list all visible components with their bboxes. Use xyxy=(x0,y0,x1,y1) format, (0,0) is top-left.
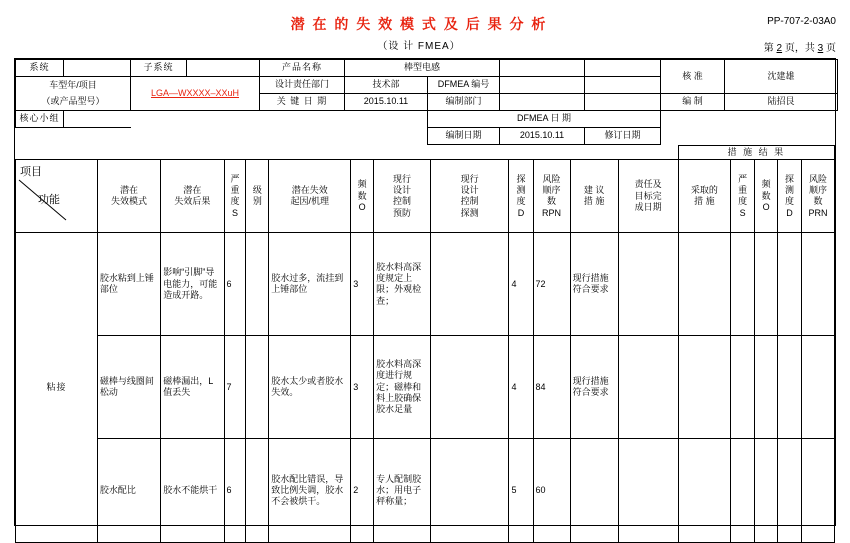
field-revise-date-label: 修订日期 xyxy=(585,128,661,145)
col-head-potential-mode xyxy=(97,160,160,233)
field-system-label: 系统 xyxy=(16,60,64,77)
cell-rpn[interactable]: 72 xyxy=(533,233,570,336)
field-design-dept-value[interactable]: 技术部 xyxy=(345,77,428,94)
col-head-recommend xyxy=(570,160,618,233)
field-subsystem-label: 子系统 xyxy=(131,60,187,77)
cell-rpn-2[interactable] xyxy=(802,336,835,439)
col-head-taken-action-l1: 采取的 xyxy=(690,185,718,195)
document-code: PP-707-2-03A0 xyxy=(767,16,836,27)
col-head-occurrence2-c1: 频 xyxy=(761,179,771,190)
col-head-detection-c4: D xyxy=(517,207,525,218)
cell-taken-action[interactable] xyxy=(678,233,730,336)
col-head-cause-l1: 潜在失效 xyxy=(291,185,328,195)
cell-rpn-2[interactable] xyxy=(802,233,835,336)
cell-prevention[interactable]: 胶水料高深度规定上限；外观检查； xyxy=(374,233,431,336)
col-head-occurrence xyxy=(351,160,374,233)
cell-detection-2[interactable] xyxy=(778,336,802,439)
group-head-spacer-8 xyxy=(374,146,431,160)
field-system-value[interactable] xyxy=(64,60,131,77)
cell-severity[interactable]: 7 xyxy=(224,336,246,439)
field-editor-value[interactable]: 陆招艮 xyxy=(725,94,838,111)
cell-occurrence-2[interactable] xyxy=(755,233,778,336)
col-head-detection-c3: 度 xyxy=(516,196,526,207)
cell-detection[interactable]: 4 xyxy=(509,336,533,439)
cell-detection[interactable]: 4 xyxy=(509,233,533,336)
field-design-dept-label: 设计责任部门 xyxy=(260,77,345,94)
group-head-spacer-1 xyxy=(16,146,98,160)
col-head-rpn2-l1: 风险 xyxy=(809,173,828,184)
col-head-prevention-l4: 预防 xyxy=(392,207,411,218)
header-bottom-blank xyxy=(16,128,428,145)
col-head-recommend-l2: 措 施 xyxy=(583,196,605,207)
cell-item-function[interactable]: 粘接 xyxy=(16,233,98,543)
field-product-name-value[interactable]: 棒型电感 xyxy=(345,60,500,77)
group-head-spacer-12 xyxy=(570,146,618,160)
col-head-rpn-2 xyxy=(802,160,835,233)
cell-effect[interactable]: 胶水不能烘干 xyxy=(161,439,224,543)
col-head-severity-c2: 重 xyxy=(230,185,240,195)
col-head-detection-c1: 探 xyxy=(516,173,526,184)
col-head-severity-c4: S xyxy=(231,207,238,218)
field-dfmea-no-label: DFMEA 编号 xyxy=(428,77,500,94)
group-head-spacer-3 xyxy=(161,146,224,160)
col-head-responsible-l1: 责任及 xyxy=(634,179,662,190)
cell-cause[interactable]: 胶水过多，流挂到上锤部位 xyxy=(269,233,351,336)
cell-rpn[interactable]: 60 xyxy=(533,439,570,543)
col-head-severity2-c4: S xyxy=(739,207,746,218)
cell-class[interactable] xyxy=(246,336,269,439)
field-key-date-value[interactable]: 2015.10.11 xyxy=(345,94,428,111)
col-head-responsible-l2: 目标完 xyxy=(634,190,662,201)
col-head-occurrence-c1: 频 xyxy=(357,179,367,190)
cell-mode[interactable]: 胶水粘到上锤部位 xyxy=(97,233,160,336)
col-head-prevention-l3: 控制 xyxy=(392,196,411,207)
page-pre: 第 xyxy=(763,43,774,54)
col-head-detection-ctrl-l2: 设计 xyxy=(460,185,479,195)
group-head-spacer-4 xyxy=(224,146,246,160)
cell-detection-ctrl[interactable] xyxy=(430,233,509,336)
col-head-detection-ctrl xyxy=(430,160,509,233)
col-head-cause-l2: 起因/机理 xyxy=(290,196,329,207)
core-team-blank-area xyxy=(131,111,428,128)
header-blank-2 xyxy=(585,60,661,77)
col-head-occurrence-c2: 数 xyxy=(357,190,367,201)
page-title: 潜 在 的 失 效 模 式 及 后 果 分 析 xyxy=(290,16,548,32)
cell-class[interactable] xyxy=(246,439,269,543)
cell-effect[interactable]: 磁棒漏出，L值丢失 xyxy=(161,336,224,439)
header-blank-1 xyxy=(500,60,585,77)
col-head-severity xyxy=(224,160,246,233)
header-table xyxy=(15,59,838,145)
col-head-responsible-l3: 成日期 xyxy=(634,201,662,212)
col-head-detection2-c4: D xyxy=(786,207,793,218)
revise-date-spacer xyxy=(661,128,725,145)
col-head-responsible xyxy=(618,160,678,233)
page-number-label xyxy=(764,39,836,54)
col-head-severity2-c1: 严 xyxy=(738,173,748,184)
col-head-class-c2: 别 xyxy=(252,196,262,207)
col-head-prevention xyxy=(374,160,431,233)
col-head-potential-effect xyxy=(161,160,224,233)
field-compile-date-value[interactable]: 2015.10.11 xyxy=(500,128,585,145)
cell-severity-2[interactable] xyxy=(731,233,755,336)
group-head-results: 结 果 xyxy=(758,147,786,157)
dfmea-date-spacer-2 xyxy=(725,111,838,128)
field-edit-dept-value[interactable] xyxy=(500,94,585,111)
field-core-team-value[interactable] xyxy=(64,111,131,128)
field-model-label-2: （或产品型号） xyxy=(16,94,131,111)
col-head-item: 项目 xyxy=(20,166,42,179)
col-head-recommend-l1: 建 议 xyxy=(583,185,605,195)
col-head-severity-2 xyxy=(731,160,755,233)
page-current: 2 xyxy=(776,43,783,54)
cell-class[interactable] xyxy=(246,233,269,336)
field-approve-value[interactable]: 沈建雄 xyxy=(725,60,838,94)
col-head-potential-mode-l1: 潜在 xyxy=(120,185,139,195)
col-head-detection-2 xyxy=(778,160,802,233)
cell-severity-2[interactable] xyxy=(731,439,755,543)
group-head-spacer-9 xyxy=(430,146,509,160)
col-head-occurrence2-c3: O xyxy=(762,201,770,212)
field-model-label: 车型年/项目 xyxy=(16,77,131,94)
col-head-severity2-c3: 度 xyxy=(738,196,748,207)
col-head-cause xyxy=(269,160,351,233)
col-head-rpn xyxy=(533,160,570,233)
cell-responsible[interactable] xyxy=(618,439,678,543)
col-head-taken-action xyxy=(678,160,730,233)
col-head-detection xyxy=(509,160,533,233)
cell-occurrence[interactable]: 2 xyxy=(351,439,374,543)
cell-cause[interactable]: 胶水太少或者胶水失效。 xyxy=(269,336,351,439)
cell-recommend[interactable]: 现行措施符合要求 xyxy=(570,336,618,439)
col-head-rpn2-l3: 数 xyxy=(813,196,823,207)
field-edit-dept-label: 编制部门 xyxy=(428,94,500,111)
col-head-rpn-l1: 风险 xyxy=(542,173,561,184)
cell-taken-action[interactable] xyxy=(678,439,730,543)
cell-mode[interactable]: 磁棒与线圈间松动 xyxy=(97,336,160,439)
header-blank-4 xyxy=(585,94,661,111)
col-head-rpn2-l2: 顺序 xyxy=(809,185,828,195)
cell-cause[interactable]: 胶水配比错误，导致比例失调，胶水不会被烘干。 xyxy=(269,439,351,543)
cell-severity[interactable]: 6 xyxy=(224,439,246,543)
field-editor-label: 编 制 xyxy=(661,94,725,111)
cell-detection-ctrl[interactable] xyxy=(430,336,509,439)
col-head-detection2-c1: 探 xyxy=(785,173,795,184)
field-compile-date-label: 编制日期 xyxy=(428,128,500,145)
group-head-spacer-11 xyxy=(533,146,570,160)
field-subsystem-value[interactable] xyxy=(187,60,260,77)
cell-rpn-2[interactable] xyxy=(802,439,835,543)
field-approve-label: 核 准 xyxy=(661,60,725,94)
page-total: 3 xyxy=(817,43,824,54)
col-head-potential-mode-l2: 失效模式 xyxy=(111,196,148,207)
fmea-table-frame xyxy=(14,58,836,526)
field-core-team-label: 核心小组 xyxy=(16,111,64,128)
page-mid: 页，共 xyxy=(784,43,815,54)
col-head-severity-c1: 严 xyxy=(230,173,240,184)
col-head-detection-ctrl-l3: 控制 xyxy=(460,196,479,207)
col-head-detection-ctrl-l4: 探测 xyxy=(460,207,479,218)
col-head-taken-action-l2: 措 施 xyxy=(694,196,715,207)
cell-occurrence-2[interactable] xyxy=(755,439,778,543)
col-head-potential-effect-l1: 潜在 xyxy=(183,185,202,195)
col-head-occurrence-2 xyxy=(755,160,778,233)
field-dfmea-date-label: DFMEA 日 期 xyxy=(428,111,661,128)
cell-detection-2[interactable] xyxy=(778,439,802,543)
col-head-rpn-l3: 数 xyxy=(547,196,557,207)
field-key-date-label: 关 键 日 期 xyxy=(260,94,345,111)
cell-prevention[interactable]: 专人配制胶水；用电子秤称量； xyxy=(374,439,431,543)
field-model-value[interactable]: LGA—WXXXX–XXuH xyxy=(131,77,260,111)
fmea-body-table xyxy=(15,145,835,543)
dfmea-date-spacer xyxy=(661,111,725,128)
col-head-prevention-l1: 现行 xyxy=(392,173,411,184)
col-head-detection2-c3: 度 xyxy=(785,196,795,207)
header-blank-3 xyxy=(585,77,661,94)
cell-severity-2[interactable] xyxy=(731,336,755,439)
col-head-function: 功能 xyxy=(38,194,60,207)
group-head-spacer-10 xyxy=(509,146,533,160)
cell-severity[interactable]: 6 xyxy=(224,233,246,336)
cell-mode[interactable]: 胶水配比 xyxy=(97,439,160,543)
col-head-detection2-c2: 测 xyxy=(785,185,795,195)
col-head-item-function xyxy=(16,160,98,233)
cell-rpn[interactable]: 84 xyxy=(533,336,570,439)
group-head-spacer-5 xyxy=(246,146,269,160)
document-title-block xyxy=(14,14,836,56)
cell-recommend[interactable]: 现行措施符合要求 xyxy=(570,233,618,336)
col-head-rpn2-l4: PRN xyxy=(808,207,828,218)
cell-detection-2[interactable] xyxy=(778,233,802,336)
col-head-occurrence-c3: O xyxy=(358,201,366,212)
col-head-rpn-l4: RPN xyxy=(542,207,562,218)
cell-detection-ctrl[interactable] xyxy=(430,439,509,543)
group-head-spacer-13 xyxy=(618,146,678,160)
col-head-class xyxy=(246,160,269,233)
cell-prevention[interactable]: 胶水料高深度进行规定；磁棒和料上胶确保胶水足量 xyxy=(374,336,431,439)
group-head-spacer-2 xyxy=(97,146,160,160)
col-head-class-c1: 级 xyxy=(252,185,262,195)
col-head-detection-c2: 测 xyxy=(516,185,526,195)
group-head-spacer-7 xyxy=(351,146,374,160)
table-row xyxy=(16,439,835,543)
cell-occurrence-2[interactable] xyxy=(755,336,778,439)
table-row xyxy=(16,336,835,439)
field-product-name-label: 产品名称 xyxy=(260,60,345,77)
cell-responsible[interactable] xyxy=(618,233,678,336)
col-head-rpn-l2: 顺序 xyxy=(542,185,561,195)
cell-recommend[interactable] xyxy=(570,439,618,543)
field-revise-date-value[interactable] xyxy=(725,128,838,145)
cell-detection[interactable]: 5 xyxy=(509,439,533,543)
group-head-spacer-6 xyxy=(269,146,351,160)
col-head-occurrence2-c2: 数 xyxy=(761,190,771,201)
cell-effect[interactable]: 影响“引脚”导电能力，可能造成开路。 xyxy=(161,233,224,336)
col-head-potential-effect-l2: 失效后果 xyxy=(174,196,211,207)
group-head-action-results xyxy=(678,146,834,160)
page-post: 页 xyxy=(826,43,836,54)
table-row xyxy=(16,233,835,336)
cell-taken-action[interactable] xyxy=(678,336,730,439)
col-head-severity-c3: 度 xyxy=(230,196,240,207)
cell-occurrence[interactable]: 3 xyxy=(351,233,374,336)
page-subtitle: （设 计 FMEA） xyxy=(377,41,461,52)
col-head-prevention-l2: 设计 xyxy=(392,185,411,195)
group-head-action: 措 施 xyxy=(727,147,755,157)
col-head-detection-ctrl-l1: 现行 xyxy=(460,173,479,184)
field-dfmea-no-value[interactable] xyxy=(500,77,585,94)
cell-responsible[interactable] xyxy=(618,336,678,439)
cell-occurrence[interactable]: 3 xyxy=(351,336,374,439)
col-head-severity2-c2: 重 xyxy=(738,185,748,195)
